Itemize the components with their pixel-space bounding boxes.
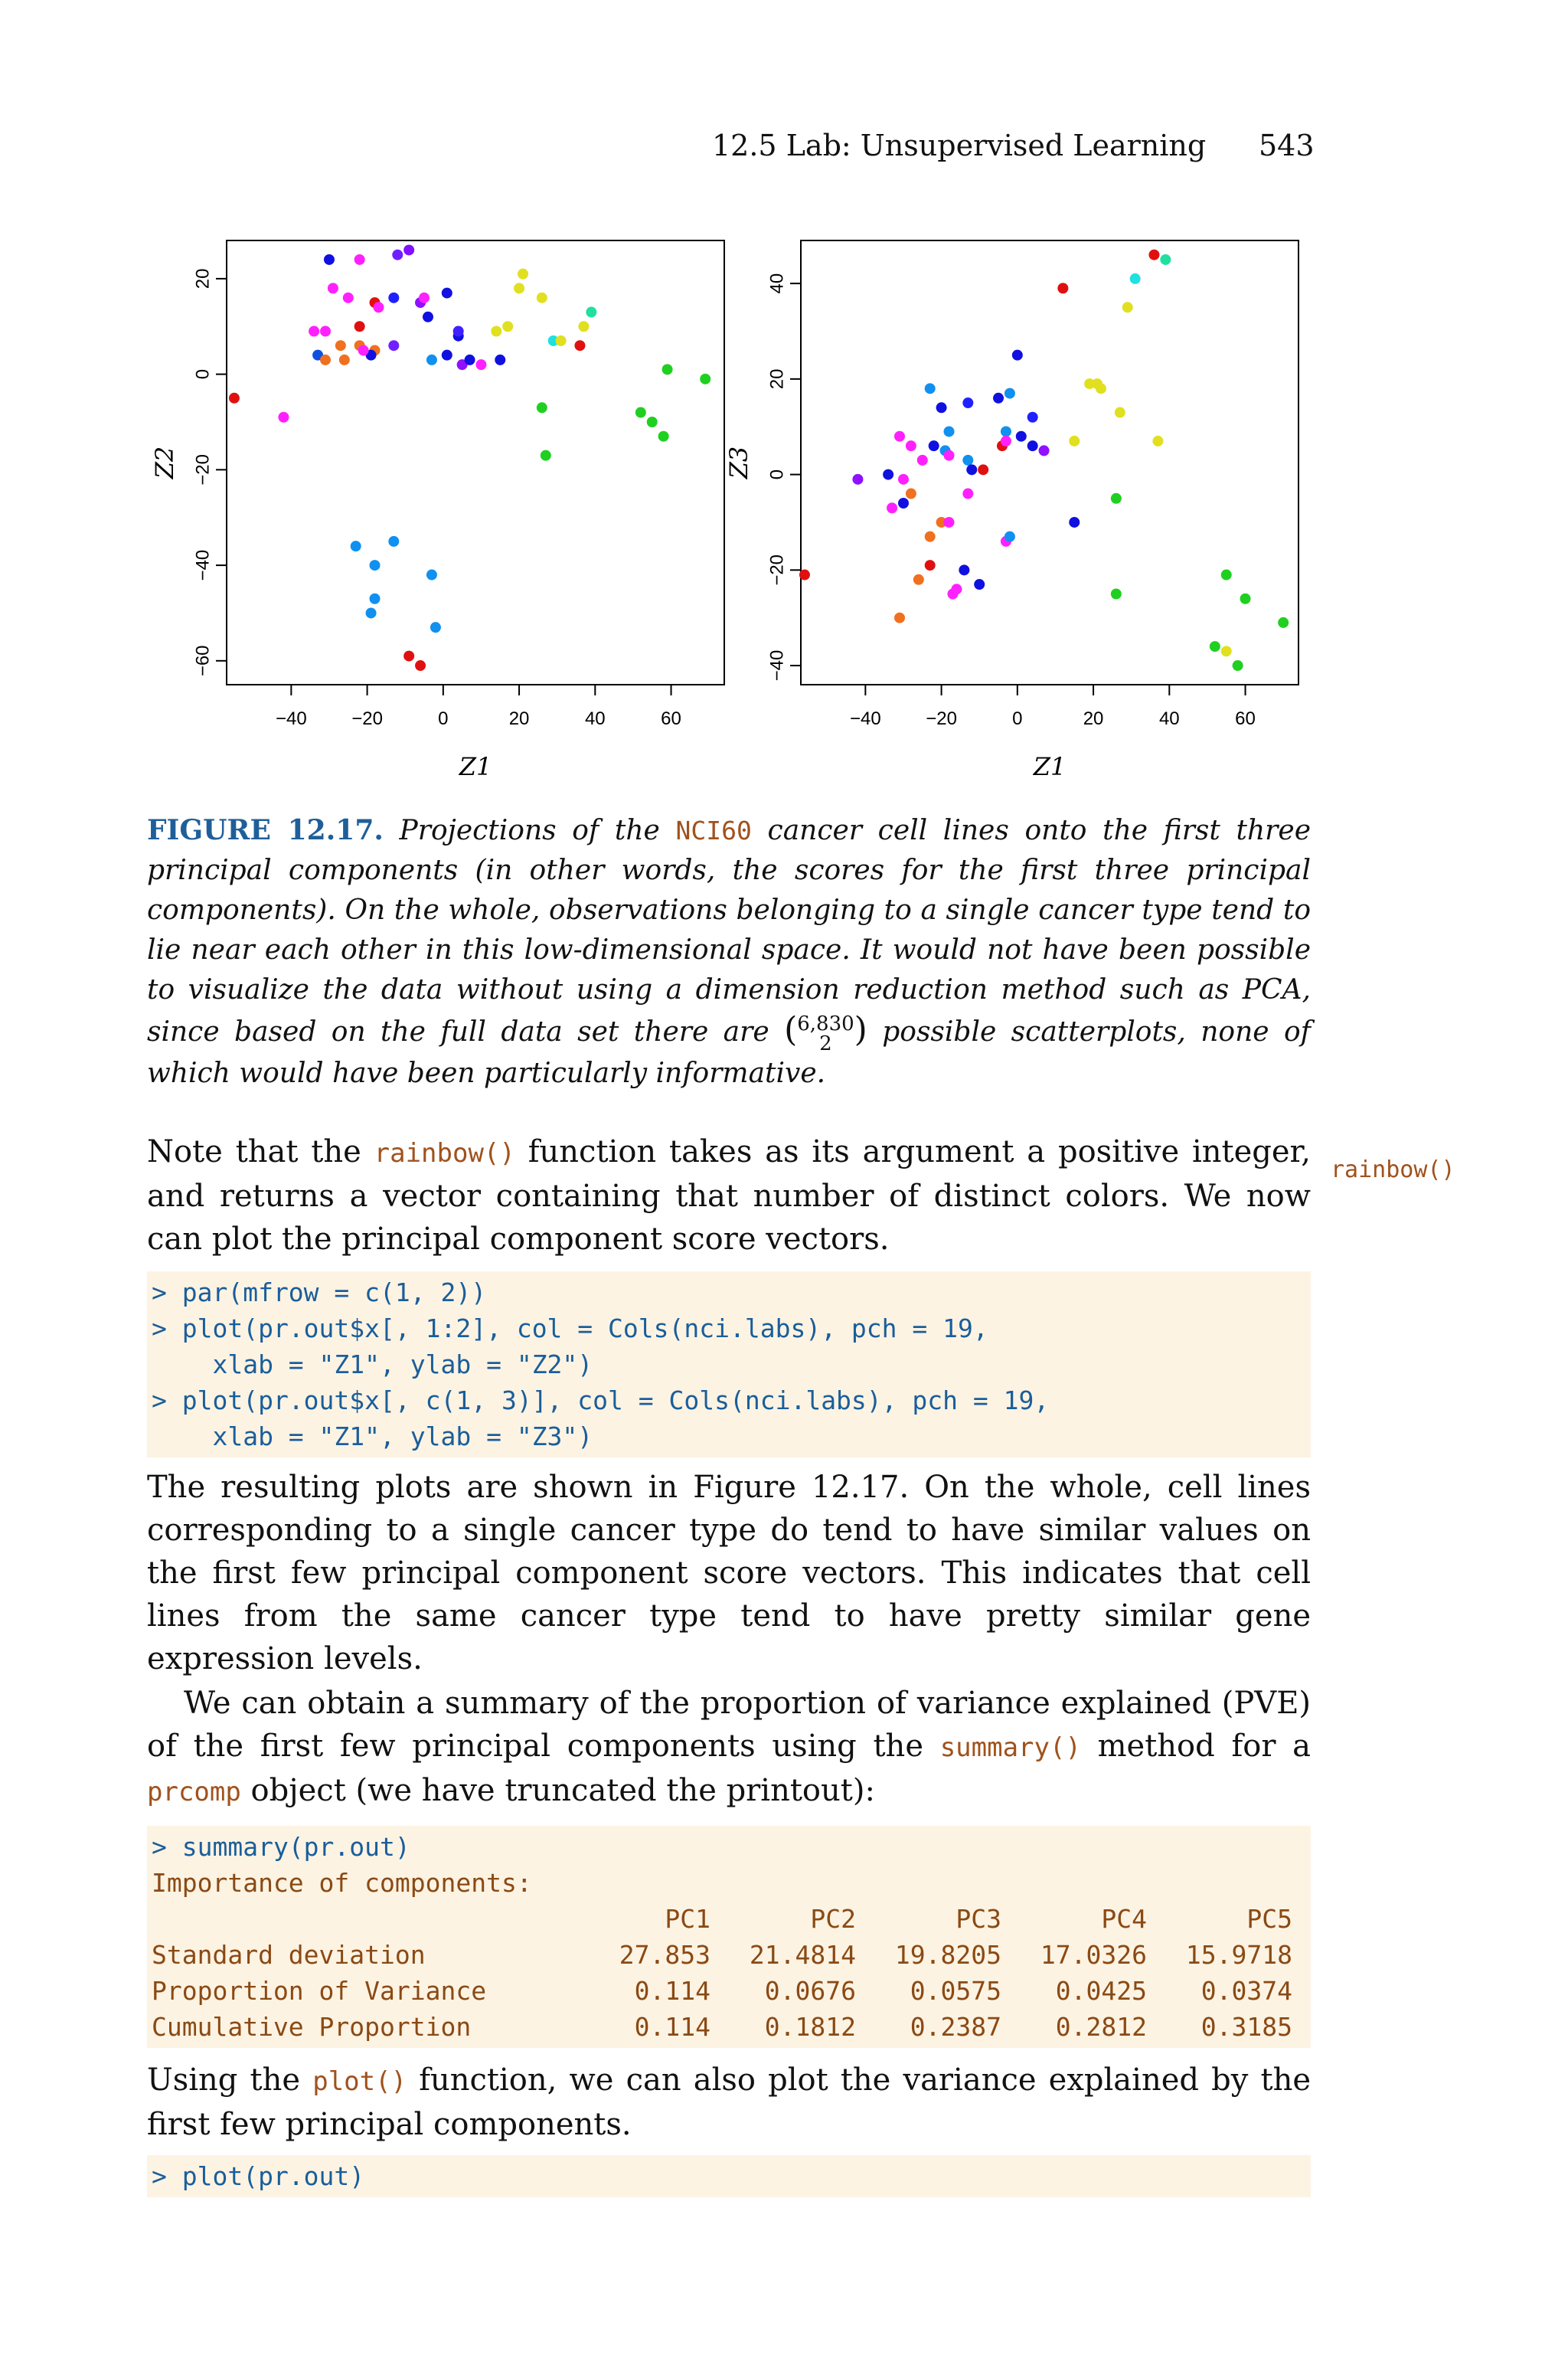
x-tick-label: 40 xyxy=(584,708,606,729)
x-tick-label: −20 xyxy=(926,708,957,729)
code-line: > plot(pr.out) xyxy=(152,2161,365,2191)
table-cell: 0.1812 xyxy=(764,2012,856,2042)
data-point xyxy=(1221,570,1232,581)
data-point xyxy=(403,244,414,255)
x-axis-label: Z1 xyxy=(1033,752,1067,781)
data-point xyxy=(974,579,985,590)
table-header-row xyxy=(152,1901,1292,1937)
data-point xyxy=(475,359,486,370)
margin-note: rainbow() xyxy=(1331,1156,1455,1183)
figure-label: FIGURE 12.17. xyxy=(147,814,384,846)
x-axis-label: Z1 xyxy=(459,752,492,781)
column-header: PC2 xyxy=(810,1904,856,1934)
data-point xyxy=(1152,436,1163,446)
data-point xyxy=(229,393,240,404)
table-cell: 0.0676 xyxy=(764,1976,856,2006)
data-point xyxy=(514,283,524,293)
data-point xyxy=(320,355,331,365)
data-point xyxy=(430,622,441,633)
data-point xyxy=(936,402,947,413)
data-point xyxy=(959,564,969,575)
data-point xyxy=(518,269,528,280)
table-cell: 21.4814 xyxy=(749,1940,856,1970)
data-point xyxy=(392,250,403,260)
data-point xyxy=(1210,641,1220,652)
table-row xyxy=(152,2009,1292,2045)
data-point xyxy=(465,355,475,365)
y-tick-label: −60 xyxy=(192,645,214,677)
table-cell: 17.0326 xyxy=(1040,1940,1147,1970)
text: function takes as its argument a positive integer, and returns a vector containing that number of distinct colors. We now can plot the principal component score vectors. xyxy=(147,1134,1311,1257)
data-point xyxy=(541,450,551,461)
row-label: Standard deviation xyxy=(152,1940,426,1970)
paragraph-plot-variance xyxy=(147,2059,1311,2146)
table-cell: 0.0575 xyxy=(910,1976,1001,2006)
code-block-plot xyxy=(147,1271,1311,1457)
data-point xyxy=(700,374,710,384)
data-point xyxy=(883,469,893,480)
binom-top: 6,830 xyxy=(797,1012,854,1035)
table-cell: 0.114 xyxy=(634,2012,710,2042)
column-header: PC5 xyxy=(1246,1904,1292,1934)
row-label: Cumulative Proportion xyxy=(152,2012,472,2042)
data-point xyxy=(426,570,437,581)
data-point xyxy=(351,541,361,551)
scatter-plot-z1-z3 xyxy=(724,222,1317,789)
data-point xyxy=(370,594,381,604)
inline-code-summary: summary() xyxy=(939,1732,1081,1763)
data-point xyxy=(537,402,547,413)
x-tick-label: 60 xyxy=(1235,708,1256,729)
column-header: PC3 xyxy=(956,1904,1001,1934)
x-tick-label: −20 xyxy=(351,708,383,729)
data-point xyxy=(1069,436,1080,446)
page-number: 543 xyxy=(1259,129,1315,162)
inline-code-prcomp: prcomp xyxy=(147,1777,241,1807)
code-block-plot-prout xyxy=(147,2155,1311,2197)
binomial-coefficient: ( 6,830 2 ) xyxy=(784,1010,867,1055)
data-point xyxy=(962,455,973,466)
plot-frame xyxy=(227,240,724,685)
y-tick-label: −40 xyxy=(192,549,214,581)
data-point xyxy=(1233,660,1243,671)
data-point xyxy=(1130,273,1141,284)
y-tick-label: 20 xyxy=(766,368,788,390)
data-point xyxy=(403,651,414,662)
data-point xyxy=(929,440,939,451)
data-point xyxy=(1096,383,1106,394)
caption-text: cancer cell lines onto the first three principal components (in other words, the scores for the first three principal components). On the whole, observations belonging to a single cancer type tend to lie near each other in this low-dimensional space. It would not have been possible to visualize the data without using a dimension reduction method such as PCA, since based on the full data set there are xyxy=(147,815,1311,1048)
data-point xyxy=(354,254,365,265)
data-point xyxy=(913,574,924,585)
data-point xyxy=(1148,250,1159,260)
data-point xyxy=(574,340,585,351)
y-tick-label: 0 xyxy=(192,368,214,380)
data-point xyxy=(1240,594,1251,604)
code-line: > par(mfrow = c(1, 2)) xyxy=(152,1277,487,1307)
table-cell: 0.0374 xyxy=(1200,1976,1292,2006)
data-point xyxy=(951,584,962,594)
caption-text: possible scatterplots, none of which would have been particularly informative. xyxy=(147,1016,1311,1089)
code-text: > plot(pr.out$x[, c(1, 3)], col = xyxy=(152,1385,669,1415)
data-point xyxy=(1111,493,1122,504)
column-header: PC1 xyxy=(665,1904,710,1934)
data-point xyxy=(1115,407,1125,418)
code-text: Cols(nci.labs) xyxy=(608,1313,822,1343)
data-point xyxy=(962,489,973,499)
code-text: Cols(nci.labs) xyxy=(668,1385,882,1415)
data-point xyxy=(426,355,437,365)
data-point xyxy=(309,325,319,336)
data-point xyxy=(925,383,936,394)
data-point xyxy=(339,355,350,365)
code-line xyxy=(152,1382,1306,1418)
x-tick-label: −40 xyxy=(849,708,881,729)
data-point xyxy=(1160,254,1171,265)
text: method for a xyxy=(1080,1729,1311,1764)
data-point xyxy=(442,288,452,299)
figure-caption xyxy=(147,810,1311,1094)
data-point xyxy=(1069,517,1080,528)
data-point xyxy=(799,570,810,581)
running-header: 12.5 Lab: Unsupervised Learning xyxy=(712,129,1207,162)
table-cell: 15.9718 xyxy=(1185,1940,1292,1970)
scatter-plot-z1-z2 xyxy=(150,222,743,789)
data-point xyxy=(852,474,863,485)
x-tick-label: 0 xyxy=(438,708,449,729)
data-point xyxy=(491,325,501,336)
data-point xyxy=(635,407,646,418)
text: Using the xyxy=(147,2062,313,2098)
y-tick-label: −40 xyxy=(766,649,788,682)
data-point xyxy=(343,293,354,303)
data-point xyxy=(906,489,916,499)
data-point xyxy=(1278,617,1289,628)
importance-table xyxy=(152,1901,1292,2045)
data-point xyxy=(502,321,513,332)
x-tick-label: 20 xyxy=(508,708,530,729)
data-point xyxy=(1027,440,1038,451)
code-line: xlab = "Z1", ylab = "Z3") xyxy=(152,1421,593,1451)
y-tick-label: −20 xyxy=(766,554,788,586)
data-point xyxy=(1004,388,1015,399)
table-cell: 19.8205 xyxy=(894,1940,1001,1970)
data-point xyxy=(944,426,955,437)
table-cell: 27.853 xyxy=(619,1940,710,1970)
data-point xyxy=(962,397,973,408)
plot-frame xyxy=(801,240,1298,685)
data-point xyxy=(898,498,909,509)
data-point xyxy=(658,431,669,442)
data-point xyxy=(453,325,464,336)
data-point xyxy=(278,412,289,423)
data-point xyxy=(917,455,928,466)
data-point xyxy=(324,254,335,265)
data-point xyxy=(1001,426,1011,437)
data-point xyxy=(354,321,365,332)
text: function, we can also plot the variance explained by the first few principal components. xyxy=(147,2062,1311,2142)
binom-bottom: 2 xyxy=(819,1032,832,1055)
y-tick-label: 40 xyxy=(766,273,788,294)
y-tick-label: 0 xyxy=(766,469,788,480)
data-point xyxy=(370,560,381,571)
paragraph-results: The resulting plots are shown in Figure 12.17. On the whole, cell lines corresponding to a single cancer type do tend to have similar values on the first few principal component score vectors. This indicates that cell lines from the same cancer type tend to have pretty similar gene expression levels. xyxy=(147,1470,1311,1676)
data-point xyxy=(944,517,955,528)
inline-code-rainbow: rainbow() xyxy=(374,1138,515,1169)
data-point xyxy=(1001,436,1011,446)
data-point xyxy=(586,307,596,318)
x-tick-label: −40 xyxy=(275,708,307,729)
y-axis-label: Z2 xyxy=(150,446,179,479)
data-point xyxy=(358,345,369,355)
data-point xyxy=(388,536,399,547)
data-point xyxy=(1039,445,1050,456)
code-text: , pch = 19, xyxy=(821,1313,988,1343)
data-point xyxy=(894,613,905,623)
data-point xyxy=(495,355,505,365)
x-tick-label: 40 xyxy=(1158,708,1180,729)
table-row xyxy=(152,1973,1292,2009)
y-tick-label: 20 xyxy=(192,268,214,289)
data-point xyxy=(887,502,897,513)
code-line xyxy=(152,1310,1306,1346)
y-axis-label: Z3 xyxy=(724,446,753,479)
code-text: , pch = 19, xyxy=(881,1385,1050,1415)
data-point xyxy=(1221,646,1232,656)
data-point xyxy=(1004,532,1015,542)
paragraph-summary xyxy=(147,1682,1311,1814)
data-point xyxy=(906,440,916,451)
code-block-summary xyxy=(147,1826,1311,2048)
inline-code-plot: plot() xyxy=(312,2066,407,2097)
y-tick-label: −20 xyxy=(192,453,214,486)
table-cell: 0.114 xyxy=(634,1976,710,2006)
data-point xyxy=(966,464,977,475)
paragraph-rainbow xyxy=(147,1130,1311,1261)
caption-text: Projections of the xyxy=(383,815,676,846)
data-point xyxy=(1057,283,1068,293)
code-line: xlab = "Z1", ylab = "Z2") xyxy=(152,1349,593,1379)
code-output-heading: Importance of components: xyxy=(152,1868,532,1898)
data-point xyxy=(388,293,399,303)
code-line: > summary(pr.out) xyxy=(152,1832,410,1862)
column-header: PC4 xyxy=(1101,1904,1147,1934)
data-point xyxy=(328,283,338,293)
data-point xyxy=(1027,412,1038,423)
data-point xyxy=(944,450,955,461)
data-point xyxy=(925,532,936,542)
table-cell: 0.2387 xyxy=(910,2012,1001,2042)
data-point xyxy=(1016,431,1027,442)
data-point xyxy=(925,560,936,571)
table-cell: 0.2812 xyxy=(1055,2012,1147,2042)
row-label: Proportion of Variance xyxy=(152,1976,487,2006)
x-tick-label: 0 xyxy=(1012,708,1023,729)
text: Note that the xyxy=(147,1134,374,1169)
data-point xyxy=(578,321,589,332)
text: object (we have truncated the printout): xyxy=(240,1773,875,1808)
x-tick-label: 60 xyxy=(661,708,681,729)
data-point xyxy=(388,340,399,351)
data-point xyxy=(415,660,426,671)
data-point xyxy=(320,325,331,336)
caption-code: NCI60 xyxy=(675,816,752,846)
text: We can obtain a summary of the proportion of variance explained (PVE) of the first few principal components using the xyxy=(147,1686,1311,1764)
table-row xyxy=(152,1937,1292,1973)
data-point xyxy=(993,393,1004,404)
data-point xyxy=(1122,302,1133,312)
data-point xyxy=(423,312,433,322)
data-point xyxy=(537,293,547,303)
data-point xyxy=(1111,589,1122,600)
data-point xyxy=(419,293,430,303)
table-cell: 0.3185 xyxy=(1200,2012,1292,2042)
data-point xyxy=(894,431,905,442)
table-cell: 0.0425 xyxy=(1055,1976,1147,2006)
data-point xyxy=(978,464,988,475)
data-point xyxy=(335,340,346,351)
data-point xyxy=(898,474,909,485)
data-point xyxy=(556,335,567,346)
data-point xyxy=(662,364,673,375)
data-point xyxy=(366,607,377,618)
data-point xyxy=(647,417,658,427)
data-point xyxy=(373,302,384,312)
data-point xyxy=(442,350,452,361)
data-point xyxy=(1012,350,1023,361)
code-text: > plot(pr.out$x[, 1:2], col = xyxy=(152,1313,609,1343)
x-tick-label: 20 xyxy=(1083,708,1104,729)
